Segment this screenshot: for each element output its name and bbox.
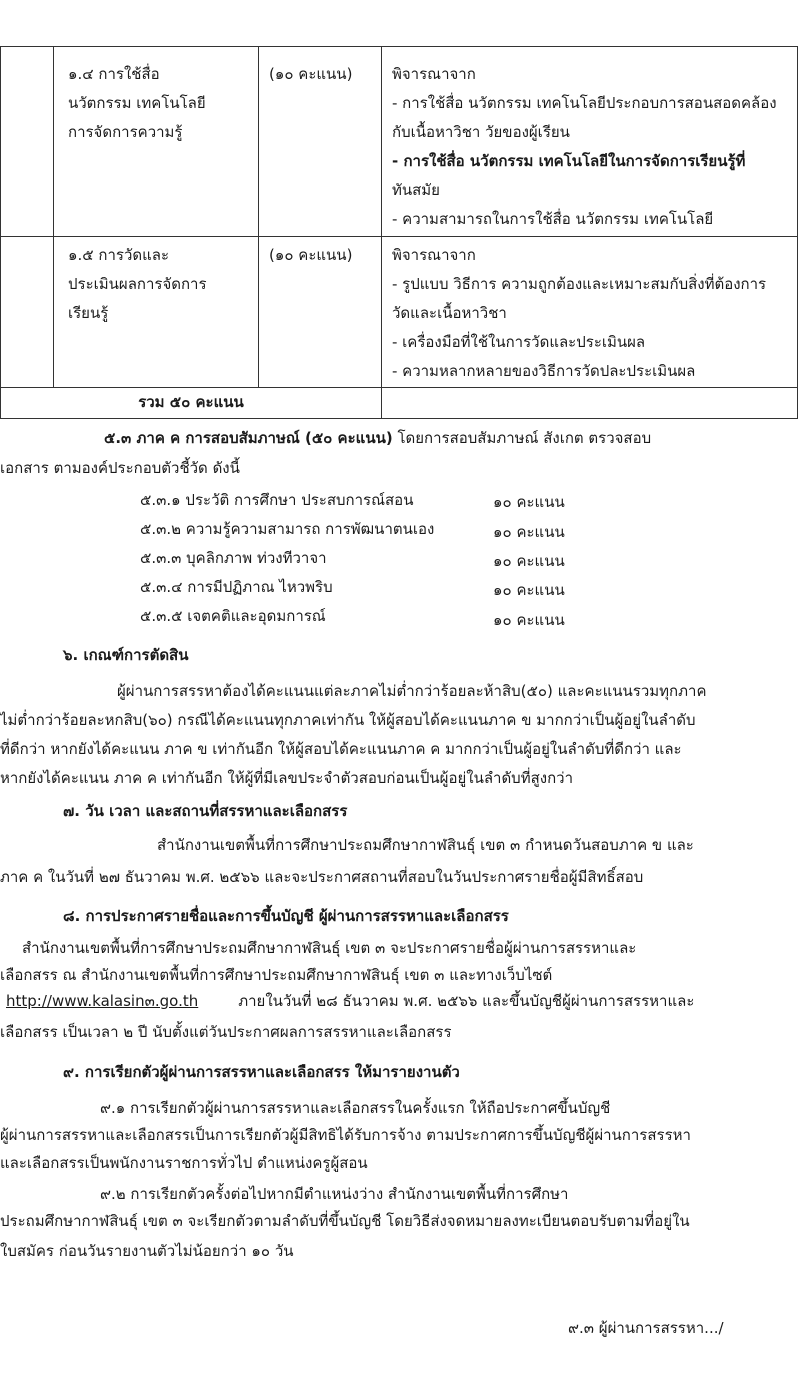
section-5-3-heading-line	[104, 427, 651, 449]
paragraph-line: เลือกสรร ณ สำนักงานเขตพื้นที่การศึกษาประถมศึกษากาฬสินธุ์ เขต ๓ และทางเว็บไซต์	[0, 966, 553, 984]
section-heading: ๗. วัน เวลา และสถานที่สรรหาและเลือกสรร	[63, 802, 348, 820]
table-cell-blank	[1, 47, 54, 237]
criterion-cell: ๑.๕ การวัดและ ประเมินผลการจัดการ เรียนรู้	[54, 237, 259, 388]
paragraph-line: ๙.๑ การเรียกตัวผู้ผ่านการสรรหาและเลือกสรรในครั้งแรก ให้ถือประกาศขึ้นบัญชี	[100, 1099, 611, 1117]
paragraph-line	[6, 990, 694, 1012]
total-cell: รวม ๕๐ คะแนน	[1, 388, 382, 419]
paragraph-line: สำนักงานเขตพื้นที่การศึกษาประถมศึกษากาฬสินธุ์ เขต ๓ จะประกาศรายชื่อผู้ผ่านการสรรหาและ	[22, 939, 637, 957]
paragraph-line: ผู้ผ่านการสรรหาและเลือกสรรเป็นการเรียกตัวผู้มีสิทธิได้รับการจ้าง ตามประกาศการขึ้นบัญชีผู้ผ่านการสรรหา	[0, 1126, 691, 1144]
score-cell: (๑๐ คะแนน)	[259, 47, 382, 237]
paragraph-line: ๙.๒ การเรียกตัวครั้งต่อไปหากมีตำแหน่งว่าง สำนักงานเขตพื้นที่การศึกษา	[100, 1185, 569, 1203]
paragraph-line: สำนักงานเขตพื้นที่การศึกษาประถมศึกษากาฬสินธุ์ เขต ๓ กำหนดวันสอบภาค ข และ	[157, 836, 694, 854]
section-text: โดยการสอบสัมภาษณ์ สังเกต ตรวจสอบ	[392, 429, 652, 447]
paragraph-line: ใบสมัคร ก่อนวันรายงานตัวไม่น้อยกว่า ๑๐ วัน	[0, 1242, 294, 1260]
section-heading: ๕.๓ ภาค ค การสอบสัมภาษณ์ (๕๐ คะแนน)	[104, 429, 393, 447]
criterion-cell: ๑.๔ การใช้สื่อ นวัตกรรม เทคโนโลยี การจัดการความรู้	[54, 47, 259, 237]
paragraph-line: เลือกสรร เป็นเวลา ๒ ปี นับตั้งแต่วันประกาศผลการสรรหาและเลือกสรร	[0, 1023, 452, 1041]
paragraph-line: เอกสาร ตามองค์ประกอบตัวชี้วัด ดังนี้	[0, 459, 240, 477]
paragraph-line: ผู้ผ่านการสรรหาต้องได้คะแนนแต่ละภาคไม่ต่ำกว่าร้อยละห้าสิบ(๕๐) และคะแนนรวมทุกภาค	[117, 682, 707, 700]
details-cell: พิจารณาจาก - รูปแบบ วิธีการ ความถูกต้องและเหมาะสมกับสิ่งที่ต้องการ วัดและเนื้อหาวิชา - เครื่องมือที่ใช้ในการวัดและประเมินผล - ความหลากหลายของวิธีการวัดปละประเมินผล	[382, 237, 798, 388]
paragraph-line: หากยังได้คะแนน ภาค ค เท่ากันอีก ให้ผู้ที่มีเลขประจำตัวสอบก่อนเป็นผู้อยู่ในลำดับที่สูงกว่า	[0, 769, 574, 787]
website-link[interactable]: http://www.kalasin๓.go.th	[6, 992, 199, 1010]
criteria-table	[0, 46, 798, 419]
list-item-score: ๑๐ คะแนน	[493, 493, 565, 511]
list-item-score: ๑๐ คะแนน	[493, 581, 565, 599]
paragraph-line: ภาค ค ในวันที่ ๒๗ ธันวาคม พ.ศ. ๒๕๖๖ และจะประกาศสถานที่สอบในวันประกาศรายชื่อผู้มีสิทธิ์สอบ	[0, 868, 644, 886]
section-heading: ๙. การเรียกตัวผู้ผ่านการสรรหาและเลือกสรร ให้มารายงานตัว	[63, 1063, 460, 1081]
paragraph-line: ที่ดีกว่า หากยังได้คะแนน ภาค ข เท่ากันอีก ให้ผู้สอบได้คะแนนภาค ค มากกว่าเป็นผู้อยู่ในลำดับที่ดีกว่า และ	[0, 740, 682, 758]
paragraph-line: ประถมศึกษากาฬสินธุ์ เขต ๓ จะเรียกตัวตามลำดับที่ขึ้นบัญชี โดยวิธีส่งจดหมายลงทะเบียนตอบรับตามที่อยู่ใน	[0, 1212, 690, 1230]
table-cell-blank	[382, 388, 798, 419]
score-cell: (๑๐ คะแนน)	[259, 237, 382, 388]
table-row	[1, 47, 798, 237]
table-total-row	[1, 388, 798, 419]
section-heading: ๖. เกณฑ์การตัดสิน	[63, 646, 189, 664]
list-item: ๕.๓.๓ บุคลิกภาพ ท่วงทีวาจา	[140, 549, 327, 567]
table-row	[1, 237, 798, 388]
list-item-score: ๑๐ คะแนน	[493, 523, 565, 541]
paragraph-text: ภายในวันที่ ๒๘ ธันวาคม พ.ศ. ๒๕๖๖ และขึ้นบัญชีผู้ผ่านการสรรหาและ	[238, 992, 695, 1010]
list-item: ๕.๓.๔ การมีปฏิภาณ ไหวพริบ	[140, 578, 333, 596]
page-continuation: ๙.๓ ผู้ผ่านการสรรหา.../	[568, 1319, 724, 1337]
list-item-score: ๑๐ คะแนน	[493, 552, 565, 570]
details-cell: พิจารณาจาก - การใช้สื่อ นวัตกรรม เทคโนโลยีประกอบการสอนสอดคล้อง กับเนื้อหาวิชา วัยของผู้เรียน - การใช้สื่อ นวัตกรรม เทคโนโลยีในการจัดการเรียนรู้ที่ ทันสมัย - ความสามารถในการใช้สื่อ นวัตกรรม เทคโนโลยี	[382, 47, 798, 237]
section-heading: ๘. การประกาศรายชื่อและการขึ้นบัญชี ผู้ผ่านการสรรหาและเลือกสรร	[63, 907, 509, 925]
list-item: ๕.๓.๒ ความรู้ความสามารถ การพัฒนาตนเอง	[140, 520, 435, 538]
paragraph-line: และเลือกสรรเป็นพนักงานราชการทั่วไป ตำแหน่งครูผู้สอน	[0, 1154, 368, 1172]
list-item-score: ๑๐ คะแนน	[493, 611, 565, 629]
table-cell-blank	[1, 237, 54, 388]
paragraph-line: ไม่ต่ำกว่าร้อยละหกสิบ(๖๐) กรณีได้คะแนนทุกภาคเท่ากัน ให้ผู้สอบได้คะแนนภาค ข มากกว่าเป็นผู้อยู่ในลำดับ	[0, 711, 696, 729]
list-item: ๕.๓.๕ เจตคติและอุดมการณ์	[140, 607, 326, 625]
list-item: ๕.๓.๑ ประวัติ การศึกษา ประสบการณ์สอน	[140, 491, 414, 509]
